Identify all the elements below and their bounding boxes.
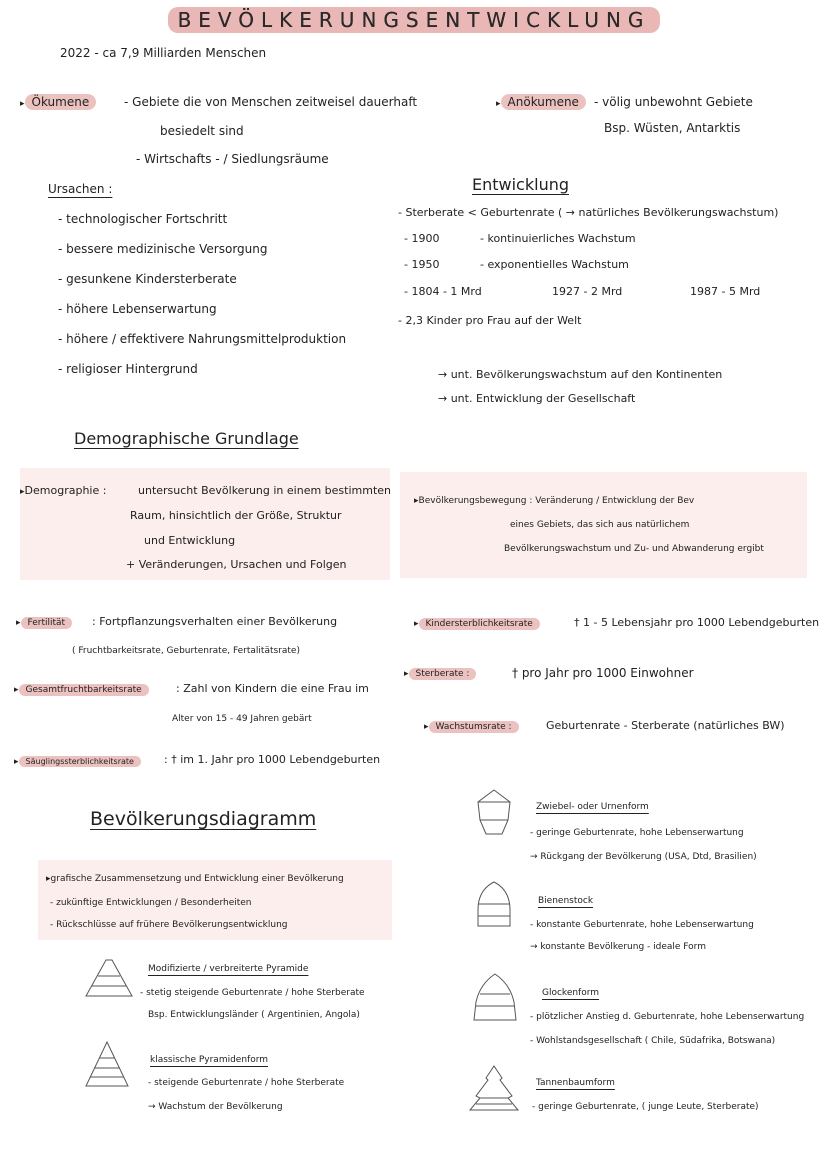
klassisch-pyramid-icon	[84, 1040, 130, 1088]
ursachen-item: - religioser Hintergrund	[58, 362, 198, 376]
zwiebel-l1: - geringe Geburtenrate, hohe Lebenserwartung	[530, 828, 744, 838]
demographie-l4: + Veränderungen, Ursachen und Folgen	[126, 558, 347, 571]
page-title: BEVÖLKERUNGSENTWICKLUNG	[0, 8, 828, 32]
zwiebel-urn-icon	[474, 788, 514, 836]
ursachen-heading: Ursachen :	[48, 182, 113, 196]
glockenform-icon	[470, 972, 520, 1022]
saeugling-term: ▸ Säuglingssterblichkeitsrate	[14, 754, 141, 769]
bewegung-l3: Bevölkerungswachstum und Zu- und Abwanderung ergibt	[504, 544, 764, 554]
bienen-title: Bienenstock	[538, 896, 594, 906]
gesamtfrucht-sub: Alter von 15 - 49 Jahren gebärt	[172, 714, 312, 724]
modifiziert-title: Modifizierte / verbreiterte Pyramide	[148, 964, 309, 974]
diagramm-l2: - zukünftige Entwicklungen / Besonderheiten	[50, 898, 252, 908]
anoekumene-line2: Bsp. Wüsten, Antarktis	[604, 121, 741, 135]
anoekumene-term: ▸ Anökumene	[496, 95, 586, 111]
intro-text: 2022 - ca 7,9 Milliarden Menschen	[60, 46, 267, 60]
fertilitaet-sub: ( Fruchtbarkeitsrate, Geburtenrate, Fertalitätsrate)	[72, 646, 300, 656]
demographie-l2: Raum, hinsichtlich der Größe, Struktur	[130, 509, 342, 522]
modifiziert-l1: - stetig steigende Geburtenrate / hohe Sterberate	[140, 988, 365, 998]
wachstum-text: Geburtenrate - Sterberate (natürliches BW)	[546, 719, 785, 732]
demographie-l3: und Entwicklung	[144, 534, 236, 547]
milestone-1987: 1987 - 5 Mrd	[690, 285, 761, 298]
diagramm-heading: Bevölkerungsdiagramm	[90, 808, 317, 830]
oekumene-line2: besiedelt sind	[160, 124, 244, 138]
entwicklung-arrow2: → unt. Entwicklung der Gesellschaft	[438, 392, 636, 405]
entwicklung-1950-text: - exponentielles Wachstum	[480, 258, 629, 271]
glocken-title: Glockenform	[542, 988, 600, 998]
oekumene-line3: - Wirtschafts - / Siedlungsräume	[136, 152, 329, 166]
bienen-l1: - konstante Geburtenrate, hohe Lebenserwartung	[530, 920, 754, 930]
fertilitaet-term: ▸ Fertilität	[16, 615, 72, 630]
oekumene-line1: - Gebiete die von Menschen zeitweisel dauerhaft	[124, 95, 418, 109]
zwiebel-l2: → Rückgang der Bevölkerung (USA, Dtd, Brasilien)	[530, 852, 757, 862]
glocken-l1: - plötzlicher Anstieg d. Geburtenrate, hohe Lebenserwartung	[530, 1012, 805, 1022]
klassisch-l1: - steigende Geburtenrate / hohe Sterberate	[148, 1078, 345, 1088]
kindersterb-term: ▸ Kindersterblichkeitsrate	[414, 616, 540, 631]
bewegung-l2: eines Gebiets, das sich aus natürlichem	[510, 520, 690, 530]
demographie-label: ▸ Demographie :	[20, 484, 106, 499]
entwicklung-1900-year: - 1900	[404, 232, 440, 245]
bienenstock-icon	[474, 880, 514, 928]
demografie-heading: Demographische Grundlage	[74, 429, 299, 448]
modifiziert-l2: Bsp. Entwicklungsländer ( Argentinien, Angola)	[148, 1010, 360, 1020]
glocken-l2: - Wohlstandsgesellschaft ( Chile, Südafrika, Botswana)	[530, 1036, 776, 1046]
entwicklung-arrow1: → unt. Bevölkerungswachstum auf den Kontinenten	[438, 368, 723, 381]
tannen-title: Tannenbaumform	[536, 1078, 615, 1088]
klassisch-l2: → Wachstum der Bevölkerung	[148, 1102, 283, 1112]
ursachen-item: - höhere Lebenserwartung	[58, 302, 217, 316]
sterberate-text: † pro Jahr pro 1000 Einwohner	[512, 666, 694, 680]
oekumene-term: ▸ Ökumene	[20, 95, 96, 111]
wachstum-term: ▸ Wachstumsrate :	[424, 719, 519, 734]
fertilitaet-text: : Fortpflanzungsverhalten einer Bevölkerung	[92, 615, 338, 628]
entwicklung-kinder: - 2,3 Kinder pro Frau auf der Welt	[398, 314, 582, 327]
modifiziert-pyramid-icon	[84, 958, 134, 998]
tannenbaum-icon	[468, 1064, 520, 1112]
zwiebel-title: Zwiebel- oder Urnenform	[536, 802, 649, 812]
sterberate-term: ▸ Sterberate :	[404, 666, 476, 681]
milestone-1927: 1927 - 2 Mrd	[552, 285, 623, 298]
klassisch-title: klassische Pyramidenform	[150, 1055, 269, 1065]
diagramm-l3: - Rückschlüsse auf frühere Bevölkerungsentwicklung	[50, 920, 288, 930]
gesamtfrucht-term: ▸ Gesamtfruchtbarkeitsrate	[14, 682, 149, 697]
entwicklung-heading: Entwicklung	[472, 175, 569, 194]
kindersterb-text: † 1 - 5 Lebensjahr pro 1000 Lebendgeburten	[574, 616, 820, 629]
ursachen-item: - bessere medizinische Versorgung	[58, 242, 268, 256]
milestone-1804: - 1804 - 1 Mrd	[404, 285, 482, 298]
entwicklung-line1: - Sterberate < Geburtenrate ( → natürliches Bevölkerungswachstum)	[398, 206, 779, 219]
demographie-l1: untersucht Bevölkerung in einem bestimmten	[138, 484, 392, 497]
gesamtfrucht-text: : Zahl von Kindern die eine Frau im	[176, 682, 369, 695]
entwicklung-1950-year: - 1950	[404, 258, 440, 271]
bienen-l2: → konstante Bevölkerung - ideale Form	[530, 942, 706, 952]
ursachen-item: - technologischer Fortschritt	[58, 212, 228, 226]
tannen-l1: - geringe Geburtenrate, ( junge Leute, Sterberate)	[532, 1102, 759, 1112]
entwicklung-1900-text: - kontinuierliches Wachstum	[480, 232, 636, 245]
anoekumene-line1: - völig unbewohnt Gebiete	[594, 95, 753, 109]
diagramm-l1: ▸ grafische Zusammensetzung und Entwicklung einer Bevölkerung	[46, 872, 344, 886]
saeugling-text: : † im 1. Jahr pro 1000 Lebendgeburten	[164, 753, 381, 766]
ursachen-item: - höhere / effektivere Nahrungsmittelproduktion	[58, 332, 347, 346]
ursachen-item: - gesunkene Kindersterberate	[58, 272, 237, 286]
bewegung-l1: ▸ Bevölkerungsbewegung : Veränderung / Entwicklung der Bev	[414, 494, 694, 508]
